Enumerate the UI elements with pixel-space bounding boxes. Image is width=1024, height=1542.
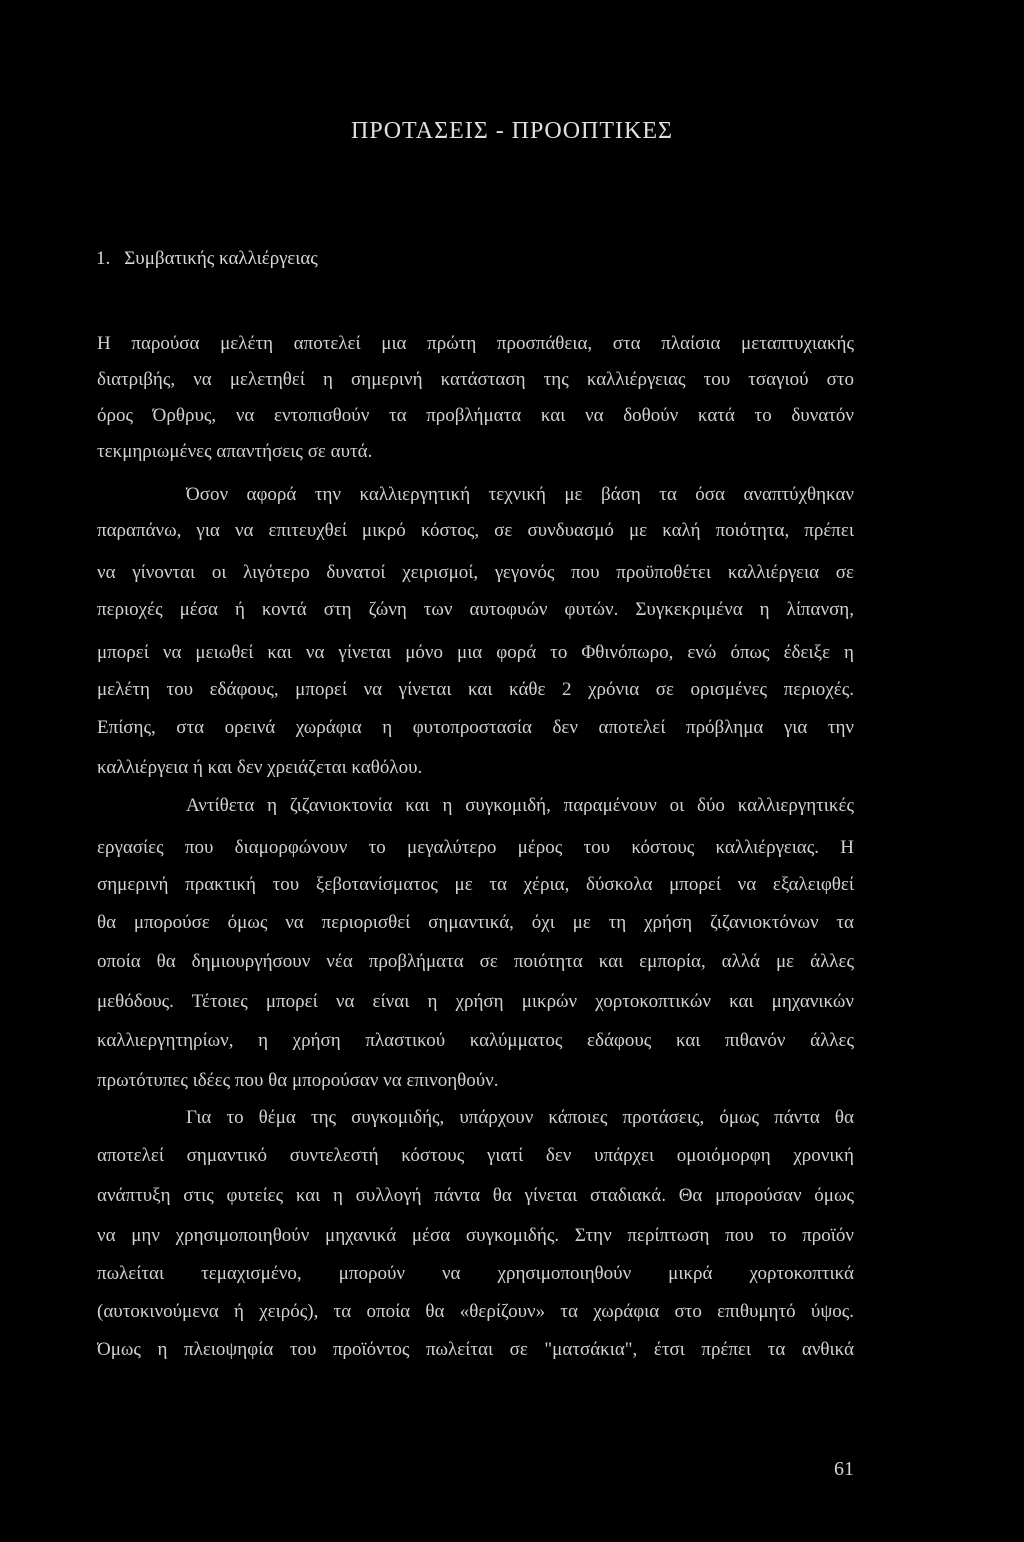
body-line: όρος Όρθρυς, να εντοπισθούν τα προβλήματα και να δοθούν κατά το δυνατόν bbox=[97, 405, 854, 426]
body-line: πρωτότυπες ιδέες που θα μπορούσαν να επινοηθούν. bbox=[97, 1070, 499, 1091]
body-line: πωλείται τεμαχισμένο, μπορούν να χρησιμοποιηθούν μικρά χορτοκοπτικά bbox=[97, 1263, 854, 1284]
body-line: εργασίες που διαμορφώνουν το μεγαλύτερο μέρος του κόστους καλλιέργειας. Η bbox=[97, 837, 854, 858]
body-line: σημερινή πρακτική του ξεβοτανίσματος με τα χέρια, δύσκολα μπορεί να εξαλειφθεί bbox=[97, 874, 854, 895]
body-line: διατριβής, να μελετηθεί η σημερινή κατάσταση της καλλιέργειας του τσαγιού στο bbox=[97, 369, 854, 390]
body-line: ανάπτυξη στις φυτείες και η συλλογή πάντα θα γίνεται σταδιακά. Θα μπορούσαν όμως bbox=[97, 1185, 854, 1206]
body-line: τεκμηριωμένες απαντήσεις σε αυτά. bbox=[97, 441, 373, 462]
body-line: Όσον αφορά την καλλιεργητική τεχνική με βάση τα όσα αναπτύχθηκαν bbox=[186, 484, 854, 505]
body-line: Αντίθετα η ζιζανιοκτονία και η συγκομιδή, παραμένουν οι δύο καλλιεργητικές bbox=[186, 795, 854, 816]
body-line: μπορεί να μειωθεί και να γίνεται μόνο μια φορά το Φθινόπωρο, ενώ όπως έδειξε η bbox=[97, 642, 854, 663]
body-line: (αυτοκινούμενα ή χειρός), τα οποία θα «θερίζουν» τα χωράφια στο επιθυμητό ύψος. bbox=[97, 1301, 854, 1322]
body-line: να μην χρησιμοποιηθούν μηχανικά μέσα συγκομιδής. Στην περίπτωση που το προϊόν bbox=[97, 1225, 854, 1246]
body-line: καλλιέργεια ή και δεν χρειάζεται καθόλου. bbox=[97, 757, 423, 778]
body-line: παραπάνω, για να επιτευχθεί μικρό κόστος, σε συνδυασμό με καλή ποιότητα, πρέπει bbox=[97, 520, 854, 541]
body-line: Για το θέμα της συγκομιδής, υπάρχουν κάποιες προτάσεις, όμως πάντα θα bbox=[186, 1107, 854, 1128]
body-line: να γίνονται οι λιγότερο δυνατοί χειρισμοί, γεγονός που προϋποθέτει καλλιέργεια σε bbox=[97, 562, 854, 583]
section-heading bbox=[96, 248, 318, 270]
body-line: αποτελεί σημαντικό συντελεστή κόστους γιατί δεν υπάρχει ομοιόμορφη χρονική bbox=[97, 1145, 854, 1166]
body-line: Όμως η πλειοψηφία του προϊόντος πωλείται σε "ματσάκια", έτσι πρέπει τα ανθικά bbox=[97, 1339, 854, 1360]
body-line: Επίσης, στα ορεινά χωράφια η φυτοπροστασία δεν αποτελεί πρόβλημα για την bbox=[97, 717, 854, 738]
body-line: θα μπορούσε όμως να περιορισθεί σημαντικά, όχι με τη χρήση ζιζανιοκτόνων τα bbox=[97, 912, 854, 933]
section-heading-text: Συμβατικής καλλιέργειας bbox=[124, 248, 318, 269]
body-line: μελέτη του εδάφους, μπορεί να γίνεται και κάθε 2 χρόνια σε ορισμένες περιοχές. bbox=[97, 679, 854, 700]
body-line: καλλιεργητηρίων, η χρήση πλαστικού καλύμματος εδάφους και πιθανόν άλλες bbox=[97, 1030, 854, 1051]
page-number: 61 bbox=[834, 1458, 854, 1480]
body-line: μεθόδους. Τέτοιες μπορεί να είναι η χρήση μικρών χορτοκοπτικών και μηχανικών bbox=[97, 991, 854, 1012]
page-title: ΠΡΟΤΑΣΕΙΣ - ΠΡΟΟΠΤΙΚΕΣ bbox=[351, 118, 673, 144]
section-number: 1. bbox=[96, 248, 111, 269]
body-line: περιοχές μέσα ή κοντά στη ζώνη των αυτοφυών φυτών. Συγκεκριμένα η λίπανση, bbox=[97, 599, 854, 620]
body-line: Η παρούσα μελέτη αποτελεί μια πρώτη προσπάθεια, στα πλαίσια μεταπτυχιακής bbox=[97, 333, 854, 354]
body-line: οποία θα δημιουργήσουν νέα προβλήματα σε ποιότητα και εμπορία, αλλά με άλλες bbox=[97, 951, 854, 972]
